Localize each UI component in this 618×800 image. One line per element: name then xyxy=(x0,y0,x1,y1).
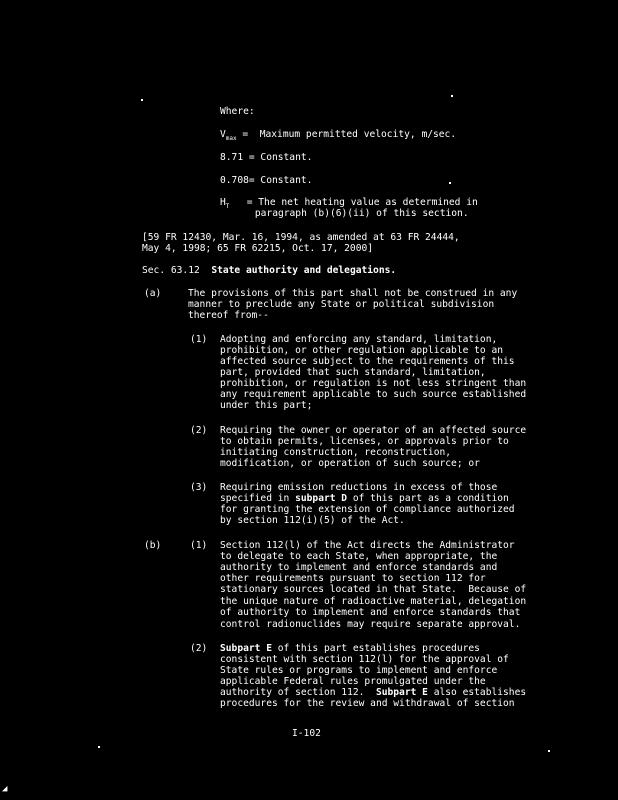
para-a-item1-line: Adopting and enforcing any standard, limitation, xyxy=(220,334,498,345)
para-a-item1-label: (1) xyxy=(190,334,208,345)
para-a-item1-line: affected source subject to the requirements of this xyxy=(220,356,515,367)
para-b-item1-line: to delegate to each State, when appropriate, the xyxy=(220,551,498,562)
para-a-item3-line-3: for granting the extension of compliance authorized xyxy=(220,504,515,515)
page-number: I-102 xyxy=(292,728,321,739)
para-b-label: (b) xyxy=(144,540,162,551)
para-a-line-3: thereof from-- xyxy=(188,310,269,321)
para-b-item2-line-4: applicable Federal rules promulgated under the xyxy=(220,676,486,687)
para-b-item2-line-3: State rules or programs to implement and enforce xyxy=(220,665,498,676)
para-b-item1-line: control radionuclides may require separate approval. xyxy=(220,619,521,630)
ht-subscript: T xyxy=(225,202,230,210)
para-b-item2-label: (2) xyxy=(190,643,208,654)
vmax-subscript: max xyxy=(225,134,237,142)
para-b-item1-line: Section 112(l) of the Act directs the Administrator xyxy=(220,540,515,551)
ht-definition xyxy=(220,197,478,208)
para-b-item2-line-1 xyxy=(220,643,480,654)
para-a-item3-line-2 xyxy=(220,493,509,504)
subpart-d-link-text: subpart D xyxy=(295,493,348,504)
para-a-item3-line-1: Requiring emission reductions in excess of those xyxy=(220,482,498,493)
scan-speck xyxy=(451,95,453,97)
text-run: also establishes xyxy=(427,687,527,698)
scan-speck xyxy=(141,99,143,101)
para-a-label: (a) xyxy=(144,288,162,299)
section-heading xyxy=(142,265,396,276)
para-a-item1-line: any requirement applicable to such source established xyxy=(220,389,527,400)
section-number: Sec. 63.12 xyxy=(142,265,200,276)
text-run: authority of section 112. xyxy=(220,687,376,698)
scan-speck xyxy=(98,746,100,748)
para-a-item2-line: initiating construction, reconstruction, xyxy=(220,447,452,458)
constant-2: 0.708= Constant. xyxy=(220,175,313,186)
ht-text-1: = The net heating value as determined in xyxy=(229,197,478,208)
section-title: State authority and delegations. xyxy=(211,265,397,276)
scan-speck xyxy=(449,182,451,184)
text-run: specified in xyxy=(220,493,296,504)
para-a-item2-line: Requiring the owner or operator of an affected source xyxy=(220,425,527,436)
para-a-item1-line: part, provided that such standard, limitation, xyxy=(220,367,486,378)
scan-speck xyxy=(548,750,550,752)
para-a-item1-line: prohibition, or other regulation applicable to an xyxy=(220,345,504,356)
para-a-item3-label: (3) xyxy=(190,482,208,493)
citation-line-2: May 4, 1998; 65 FR 62215, Oct. 17, 2000] xyxy=(142,243,374,254)
para-b-item1-line: authority to implement and enforce standards and xyxy=(220,562,498,573)
para-b-item2-line-6: procedures for the review and withdrawal of section xyxy=(220,698,515,709)
para-a-item2-label: (2) xyxy=(190,425,208,436)
para-a-item1-line: under this part; xyxy=(220,400,313,411)
para-b-item2-line-5 xyxy=(220,687,526,698)
ht-text-2: paragraph (b)(6)(ii) of this section. xyxy=(226,208,469,219)
para-a-item1-line: prohibition, or regulation is not less stringent than xyxy=(220,378,527,389)
para-a-item2-line: modification, or operation of such source; or xyxy=(220,458,480,469)
para-b-item1-line: the unique nature of radioactive material, delegation xyxy=(220,596,527,607)
para-b-item1-line: of authority to implement and enforce standards that xyxy=(220,607,521,618)
para-b-item1-label: (1) xyxy=(190,540,208,551)
para-a-line-1: The provisions of this part shall not be construed in any xyxy=(188,288,518,299)
para-b-item1-line: stationary sources located in that State. Because of xyxy=(220,584,527,595)
para-b-item1-line: other requirements pursuant to section 112 for xyxy=(220,573,486,584)
subpart-e-link-text: Subpart E xyxy=(375,687,428,698)
corner-scan-artifact: ◢ xyxy=(2,784,8,794)
vmax-symbol: V xyxy=(220,129,226,140)
subpart-e-link-text: Subpart E xyxy=(220,643,272,654)
citation-line-1: [59 FR 12430, Mar. 16, 1994, as amended at 63 FR 24444, xyxy=(142,232,460,243)
para-b-item2-line-2: consistent with section 112(l) for the approval of xyxy=(220,654,509,665)
text-run: of this part as a condition xyxy=(347,493,509,504)
para-a-item3-line-4: by section 112(i)(5) of the Act. xyxy=(220,515,405,526)
text-run: of this part establishes procedures xyxy=(271,643,480,654)
vmax-definition xyxy=(220,129,456,140)
ht-symbol: H xyxy=(220,197,226,208)
para-a-line-2: manner to preclude any State or political subdivision xyxy=(188,299,495,310)
constant-1: 8.71 = Constant. xyxy=(220,152,313,163)
vmax-text: = Maximum permitted velocity, m/sec. xyxy=(236,129,457,140)
para-a-item2-line: to obtain permits, licenses, or approvals prior to xyxy=(220,436,509,447)
where-label: Where: xyxy=(220,106,255,117)
